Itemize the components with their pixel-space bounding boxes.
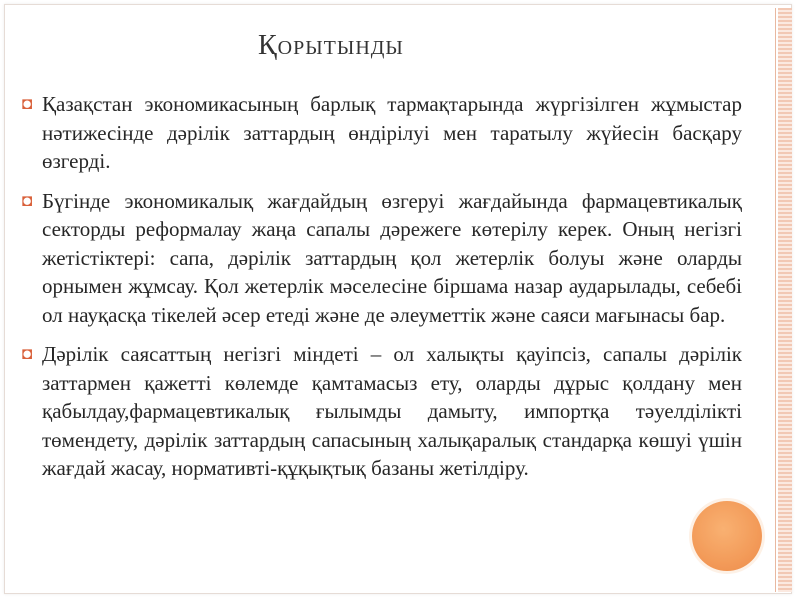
bullet-item: [22, 90, 742, 176]
bullet-text: Дәрілік саясаттың негізгі міндеті – ол халықты қауіпсіз, сапалы дәрілік заттармен қажетті көлемде қамтамасыз ету, оларды дұрыс қолдану мен қабылдау,фармацевтикалық ғылымды дамыту, импортқа тәуелділікті төмендету, дәрілік заттардың сапасының халықаралық стандарқа көшуі үшін жағдай жасау, нормативті-құқықтық базаны жетілдіру.: [42, 342, 742, 480]
slide-title: Қорытынды: [258, 30, 404, 61]
bullet-icon: ◘: [22, 94, 33, 113]
decor-orange-orb: [692, 501, 762, 571]
decor-stripe: [778, 8, 792, 592]
bullet-icon: ◘: [22, 190, 33, 210]
bullet-icon: ◘: [22, 344, 33, 363]
bullet-item: [22, 187, 742, 330]
bullet-text: Бүгінде экономикалық жағдайдың өзгеруі жағдайында фармацевтикалық секторды реформалау жаңа сапалы дәрежеге көтерілу керек. Оның негізгі жетістіктері: сапа, дәрілік заттардың қол жетерлік болуы және оларды орнымен жұмсау. Қол жетерлік мәселесіне біршама назар аударылады, себебі ол науқасқа тікелей әсер етеді және де әлеуметтік және саяси мағынасы бар.: [42, 188, 742, 327]
bullet-text: Қазақстан экономикасының барлық тармақтарында жүргізілген жұмыстар нәтижесінде дәрілік заттардың өндірілуі мен таратылу жүйесін басқару өзгерді.: [42, 92, 742, 173]
bullet-item: [22, 340, 742, 483]
decor-stripe-line: [775, 8, 776, 592]
bullet-list: [22, 90, 742, 494]
